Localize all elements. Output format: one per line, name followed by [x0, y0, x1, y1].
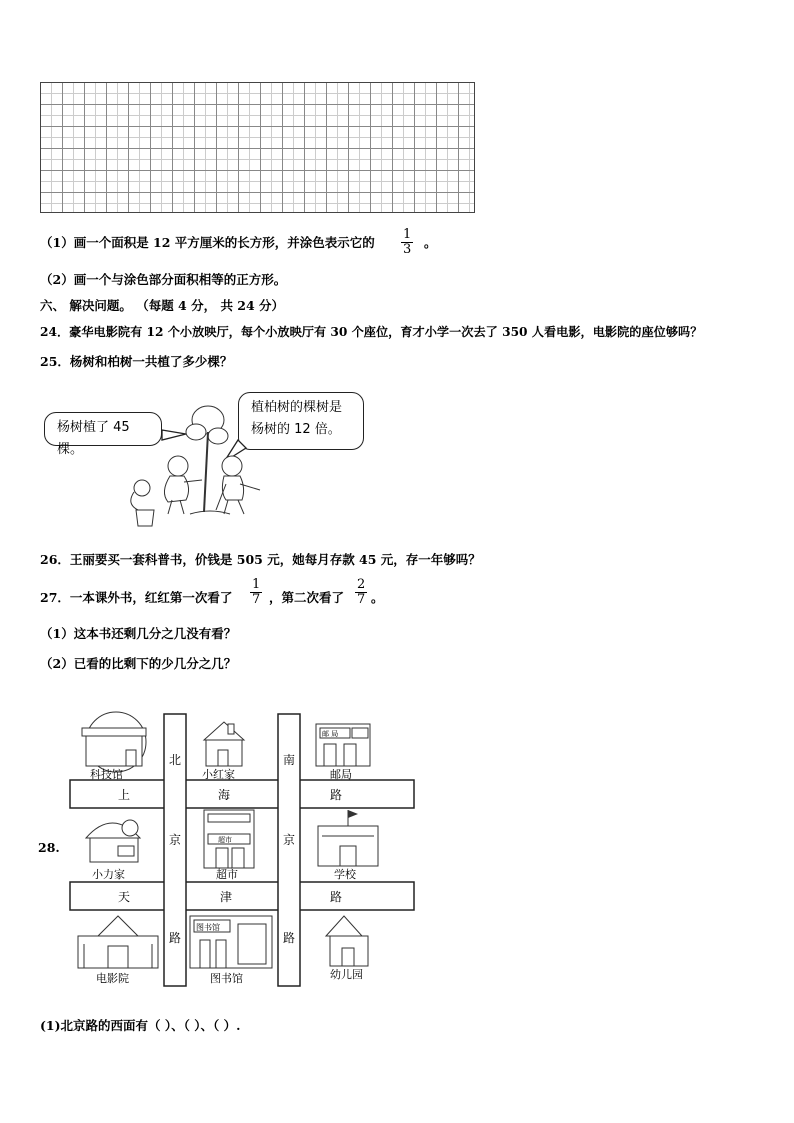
road-char-lu4: 路 [283, 931, 296, 945]
grid-task-1: （1）画一个面积是 12 平方厘米的长方形，并涂色表示它的 [40, 235, 375, 250]
road-char-bei: 北 [169, 753, 182, 767]
fraction-two-sevenths: 2 7 [357, 577, 366, 607]
library-sign: 图书馆 [196, 923, 220, 932]
fraction-one-third: 1 3 [403, 227, 412, 257]
road-char-lu2: 路 [330, 890, 343, 904]
label-xiaohong-home: 小红家 [202, 768, 235, 781]
label-school: 学校 [334, 868, 356, 881]
drawing-grid [40, 82, 475, 213]
question-27: 27．一本课外书，红红第一次看了 [40, 590, 233, 605]
road-char-shang: 上 [118, 788, 131, 802]
road-char-lu3: 路 [169, 931, 182, 945]
planting-trees-illustration [120, 392, 280, 532]
question-25: 25．杨树和柏树一共植了多少棵？ [40, 354, 233, 369]
question-28-sub1: (1)北京路的西面有（ ）、（ ）、（ ）. [40, 1018, 241, 1033]
speech-bubble-left: 杨树植了 45 棵。 [44, 412, 162, 446]
question-28-number: 28. [38, 840, 60, 855]
grid-task-1-end: 。 [424, 235, 437, 250]
fraction-one-seventh: 1 7 [252, 577, 261, 607]
road-char-tian: 天 [118, 890, 131, 904]
road-char-jin: 津 [220, 890, 233, 904]
label-kindergarten: 幼儿园 [330, 968, 363, 981]
post-office-sign: 邮 局 [322, 730, 339, 738]
label-post-office: 邮局 [330, 768, 352, 781]
road-char-jing2: 京 [283, 833, 296, 847]
label-xiaoli-home: 小力家 [92, 868, 125, 881]
road-char-nan: 南 [283, 753, 296, 767]
section-title: 六、 解决问题。 （每题 4 分， 共 24 分） [40, 298, 285, 313]
label-science-museum: 科技馆 [90, 768, 123, 781]
question-27-end: 。 [371, 590, 384, 605]
road-char-jing1: 京 [169, 833, 182, 847]
question-27-sub1: （1）这本书还剩几分之几没有看？ [40, 626, 237, 641]
supermarket-sign: 超市 [218, 836, 232, 844]
question-26: 26．王丽要买一套科普书，价钱是 505 元，她每月存款 45 元，存一年够吗？ [40, 552, 481, 567]
question-27-middle: ，第二次看了 [269, 590, 345, 605]
speech-bubble-right: 植柏树的棵树是 杨树的 12 倍。 [238, 392, 364, 450]
label-cinema: 电影院 [96, 972, 129, 985]
grid-task-2: （2）画一个与涂色部分面积相等的正方形。 [40, 272, 287, 287]
label-supermarket: 超市 [216, 868, 238, 881]
road-char-hai: 海 [218, 788, 231, 802]
question-24: 24．豪华电影院有 12 个小放映厅，每个小放映厅有 30 个座位，育才小学一次去了 350 人看电影，电影院的座位够吗？ [40, 325, 703, 339]
road-char-lu1: 路 [330, 788, 343, 802]
label-library: 图书馆 [210, 972, 243, 985]
city-map [68, 710, 420, 990]
question-27-sub2: （2）已看的比剩下的少几分之几？ [40, 656, 237, 671]
